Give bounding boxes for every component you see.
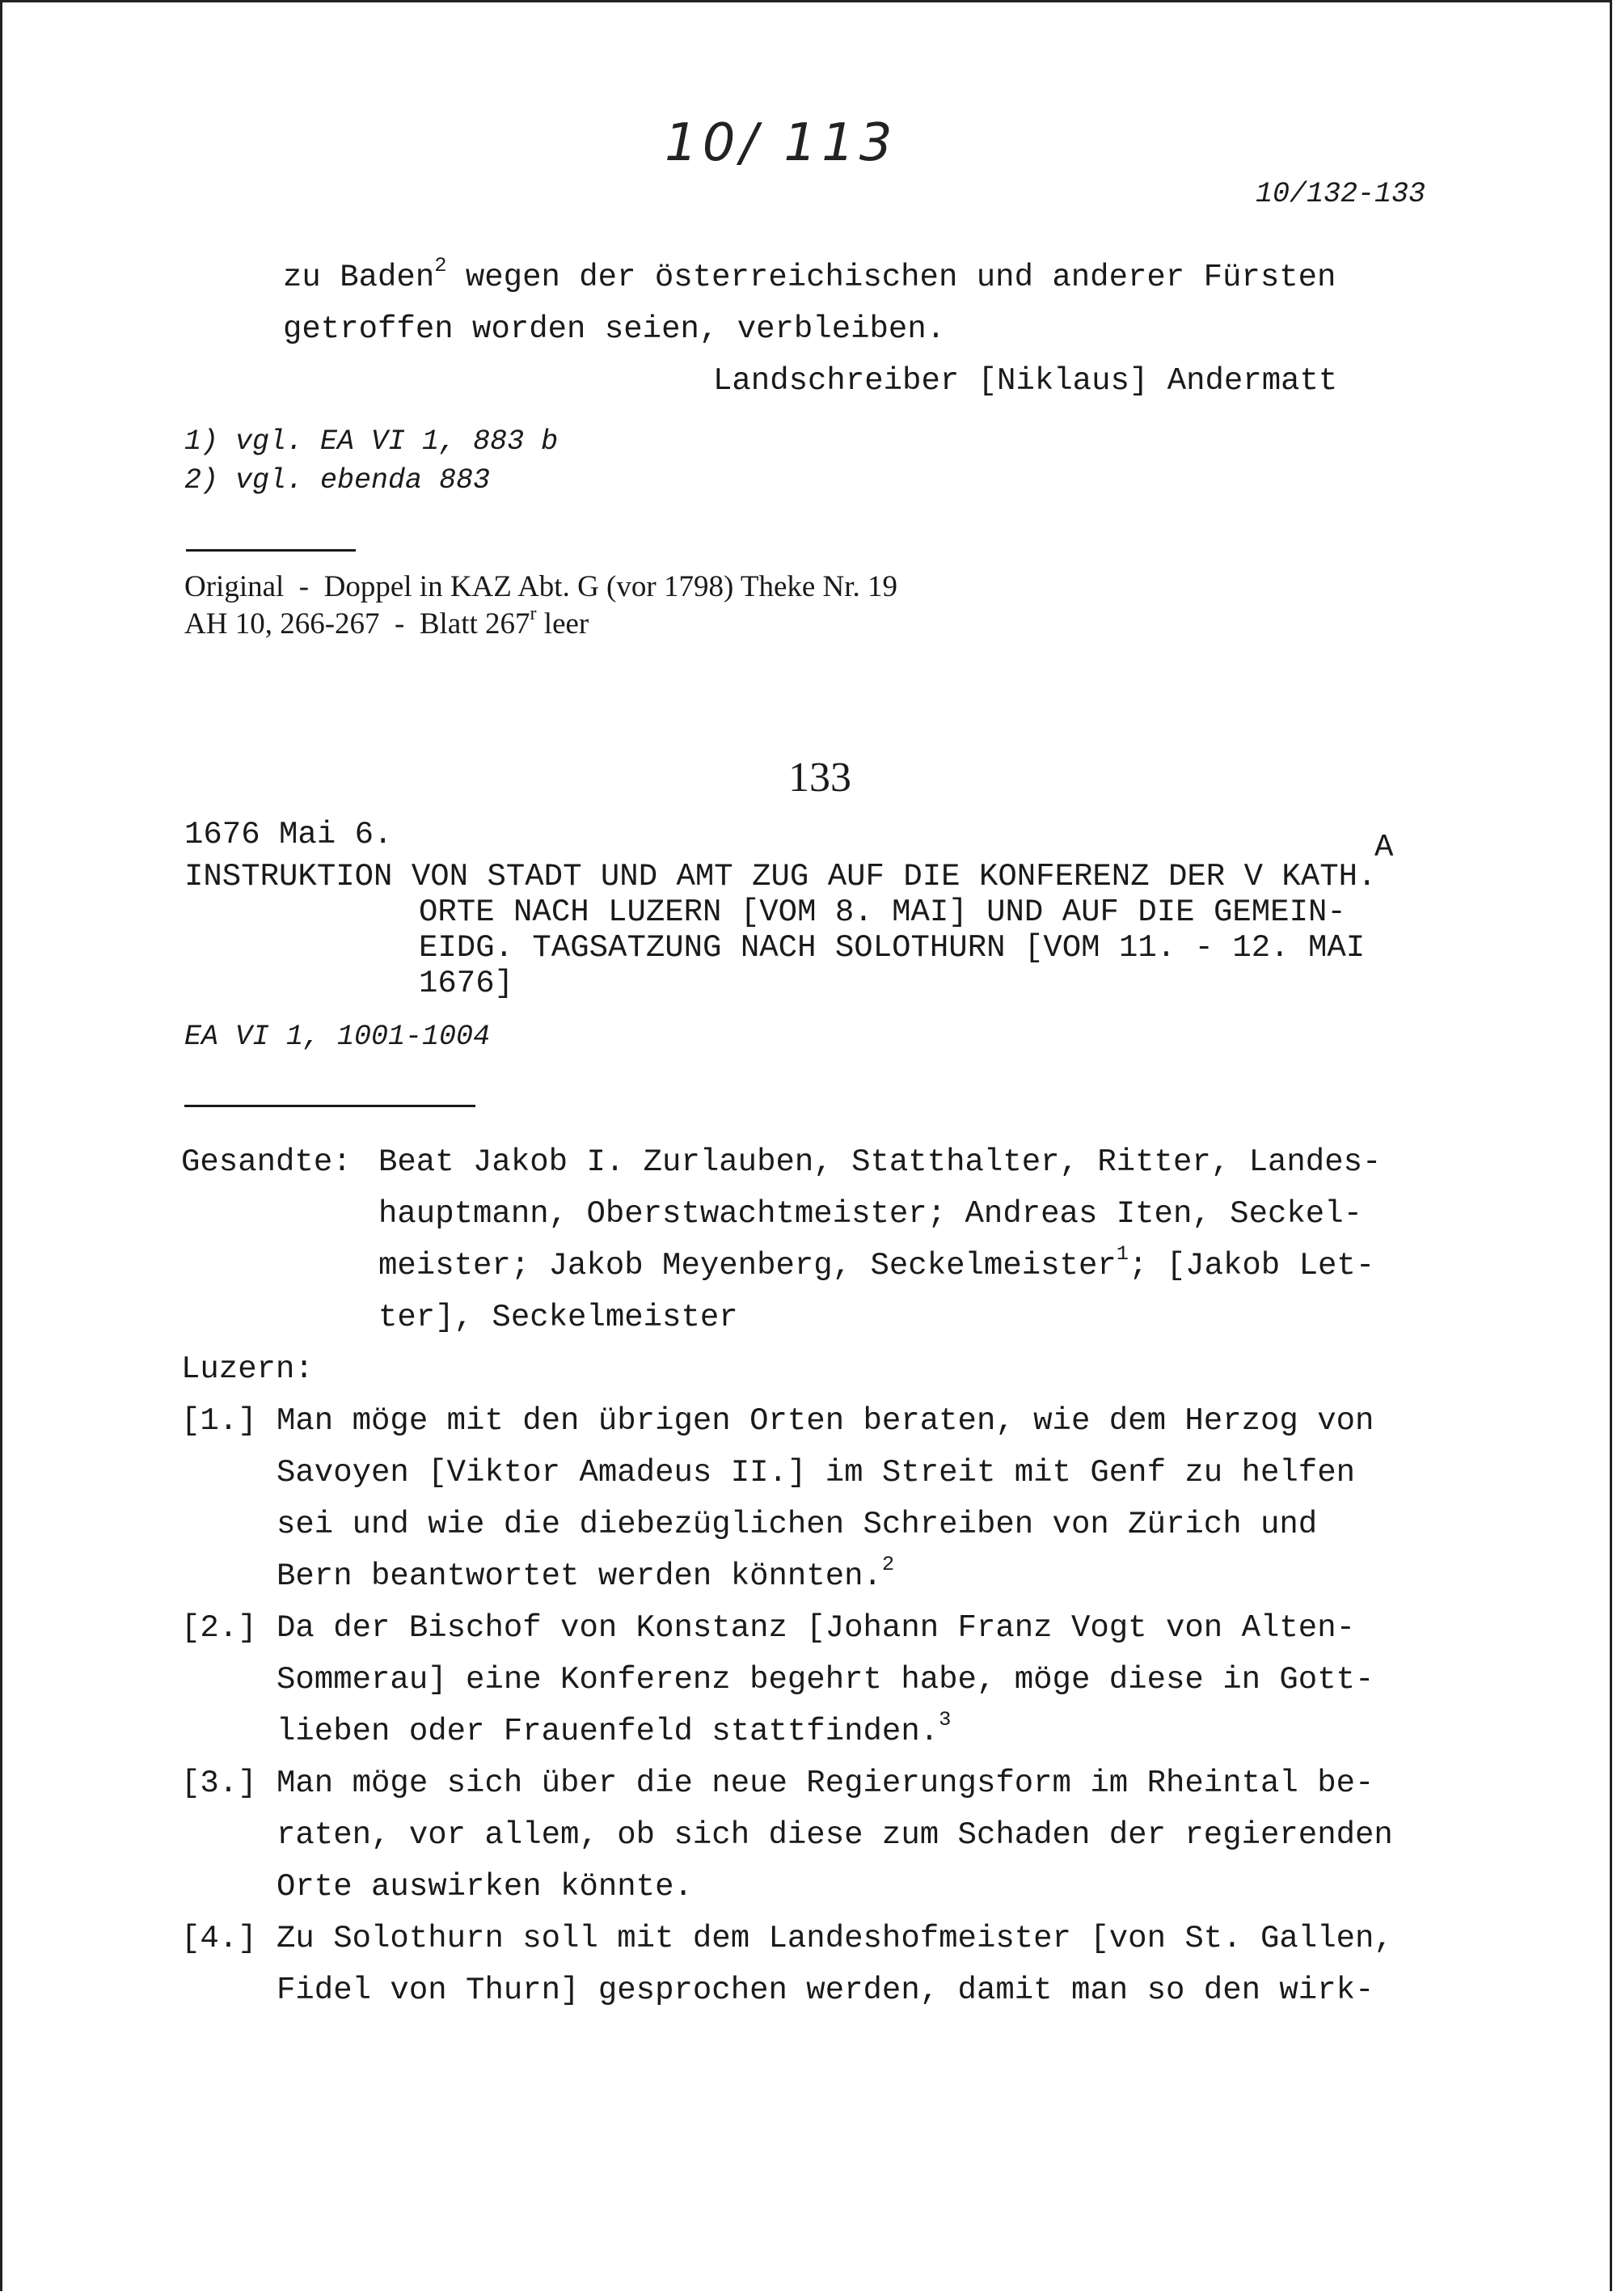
item-1-line-3: sei und wie die diebezüglichen Schreiben von Zürich und <box>277 1507 1318 1542</box>
item-4-line-1: Zu Solothurn soll mit dem Landeshofmeister [von St. Gallen, <box>277 1921 1393 1956</box>
document-edition-reference: EA VI 1, 1001-1004 <box>184 1021 491 1053</box>
item-number: [3.] <box>181 1765 257 1801</box>
prev-doc-signature: Landschreiber [Niklaus] Andermatt <box>713 363 1338 399</box>
footnote-marker: 1 <box>1116 1242 1129 1266</box>
envoys-label: Gesandte: <box>181 1144 352 1180</box>
title-line-1: INSTRUKTION VON STADT UND AMT ZUG AUF DIE KONFERENZ DER V KATH. <box>184 859 1377 894</box>
item-1-line-1: Man möge mit den übrigen Orten beraten, wie dem Herzog von <box>277 1403 1374 1439</box>
item-number: [2.] <box>181 1610 257 1646</box>
footnote-rule <box>186 549 356 552</box>
item-4-line-2: Fidel von Thurn] gesprochen werden, damit man so den wirk- <box>277 1973 1374 2008</box>
title-line-2: ORTE NACH LUZERN [VOM 8. MAI] UND AUF DIE GEMEIN- <box>419 894 1346 930</box>
source-line-2: AH 10, 266-267 - Blatt 267$^r$ leer <box>184 603 589 641</box>
item-3-line-3: Orte auswirken könnte. <box>277 1869 693 1905</box>
footnote-marker: 3 <box>939 1708 952 1732</box>
item-2-line-2: Sommerau] eine Konferenz begehrt habe, möge diese in Gott- <box>277 1662 1374 1698</box>
envoys-line-2: hauptmann, Oberstwachtmeister; Andreas Iten, Seckel- <box>378 1196 1362 1232</box>
item-2-line-1: Da der Bischof von Konstanz [Johann Franz Vogt von Alten- <box>277 1610 1356 1646</box>
footnote-2: 2) vgl. ebenda 883 <box>184 464 491 497</box>
footnote-marker: 2 <box>434 254 447 278</box>
item-1-line-2: Savoyen [Viktor Amadeus II.] im Streit mit Genf zu helfen <box>277 1455 1356 1490</box>
document-marker: A <box>1374 830 1394 865</box>
footnote-1: 1) vgl. EA VI 1, 883 b <box>184 425 559 458</box>
footnote-marker: 2 <box>881 1553 895 1577</box>
envoys-line-4: ter], Seckelmeister <box>378 1300 738 1335</box>
section-heading-luzern: Luzern: <box>181 1351 314 1387</box>
document-number: 133 <box>788 755 851 801</box>
superscript-r: r <box>530 603 537 625</box>
document-date: 1676 Mai 6. <box>184 817 393 852</box>
page-reference: 10/132-133 <box>1256 178 1426 210</box>
envoys-line-3: meister; Jakob Meyenberg, Seckelmeister$^1$; [Jakob Let- <box>378 1242 1375 1283</box>
section-rule <box>184 1105 475 1107</box>
item-2-line-3: lieben oder Frauenfeld stattfinden.$^3$ <box>277 1708 952 1749</box>
source-line-1: Original - Doppel in KAZ Abt. G (vor 1798) Theke Nr. 19 <box>184 570 898 603</box>
title-line-3: EIDG. TAGSATZUNG NACH SOLOTHURN [VOM 11. - 12. MAI <box>419 930 1366 966</box>
item-number: [4.] <box>181 1921 257 1956</box>
handwritten-reference: 10/ 113 <box>665 113 897 173</box>
prev-doc-line-1: zu Baden$^2$ wegen der österreichischen und anderer Fürsten <box>283 254 1336 295</box>
prev-doc-line-2: getroffen worden seien, verbleiben. <box>283 311 946 347</box>
envoys-line-1: Beat Jakob I. Zurlauben, Statthalter, Ritter, Landes- <box>378 1144 1382 1180</box>
item-3-line-2: raten, vor allem, ob sich diese zum Schaden der regierenden <box>277 1817 1393 1853</box>
title-line-4: 1676] <box>419 966 514 1001</box>
item-3-line-1: Man möge sich über die neue Regierungsform im Rheintal be- <box>277 1765 1374 1801</box>
item-number: [1.] <box>181 1403 257 1439</box>
item-1-line-4: Bern beantwortet werden könnten.$^2$ <box>277 1553 895 1594</box>
